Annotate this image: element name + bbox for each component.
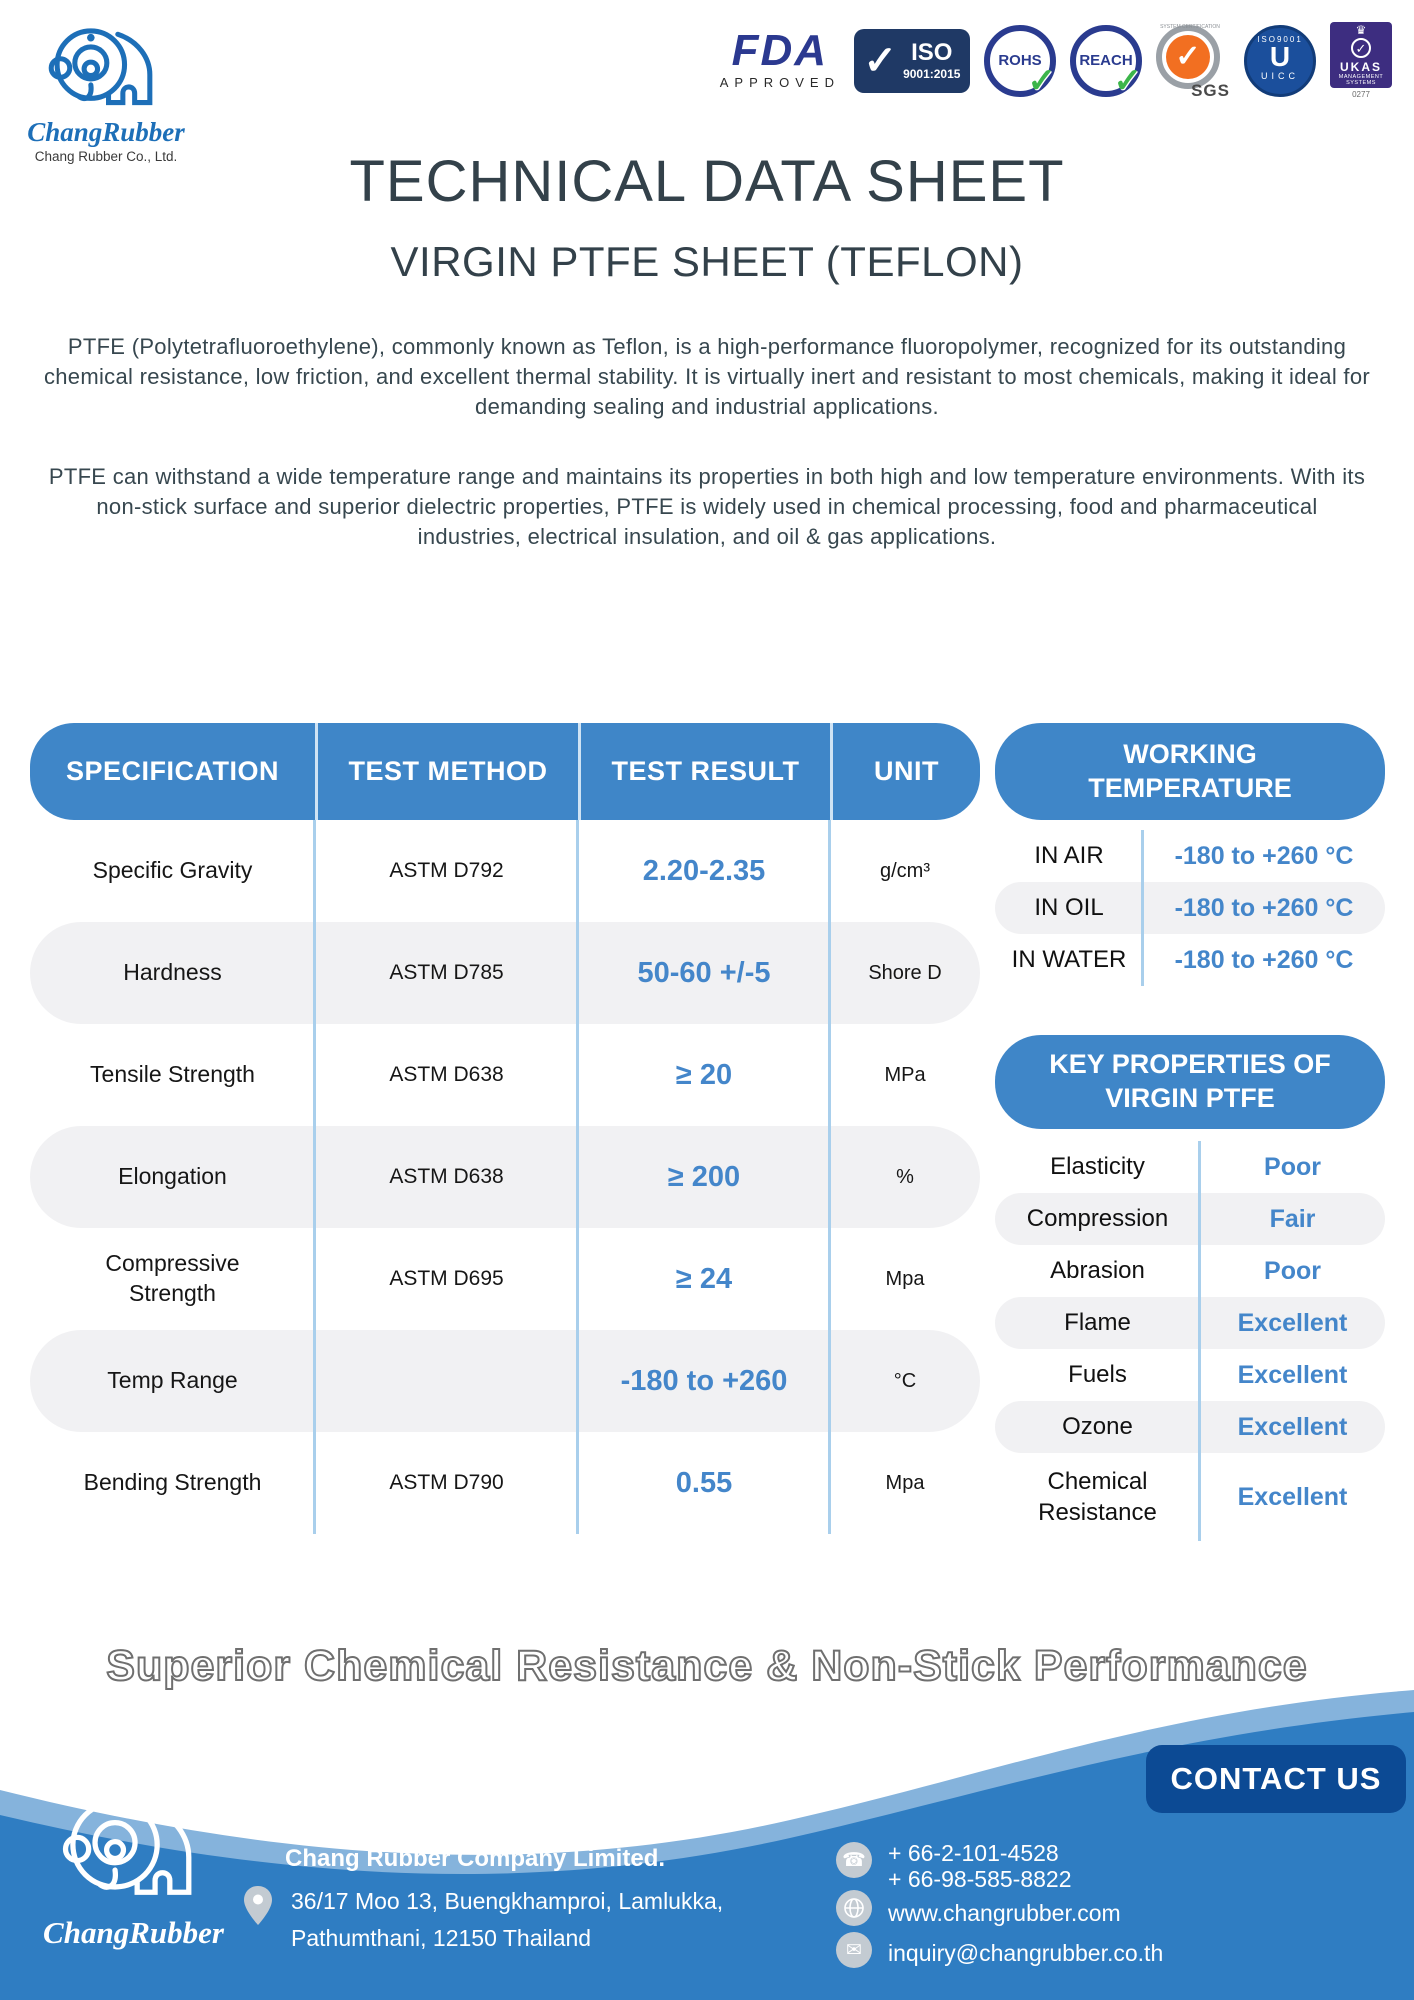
intro-section [0,332,1414,591]
kp-value: Excellent [1237,1412,1348,1441]
spec-name: Specific Gravity [92,857,253,884]
table-row [30,1228,980,1330]
spec-table-header [30,723,980,820]
test-result: 0.55 [675,1466,733,1499]
kp-label: Abrasion [1050,1257,1145,1285]
kp-label: Fuels [1068,1361,1127,1389]
iso-9001-badge [854,29,970,93]
list-item [995,1141,1385,1193]
list-item [995,1193,1385,1245]
test-result: -180 to +260 [620,1364,788,1397]
company-logo [26,18,186,164]
col-header-test-method: TEST METHOD [315,723,578,820]
spec-name: Bending Strength [83,1469,262,1496]
footer-website[interactable]: www.changrubber.com [888,1900,1121,1926]
page-subtitle: VIRGIN PTFE SHEET (TEFLON) [390,238,1024,285]
spec-name: Temp Range [107,1367,238,1394]
iso-check-icon: ✓ [863,38,898,83]
brand-company-small: Chang Rubber Co., Ltd. [34,149,178,165]
brand-name: ChangRubber [27,117,185,147]
elephant-logo-icon [47,18,165,118]
wt-value: -180 to +260 °C [1174,893,1354,922]
table-row [30,820,980,922]
table-row [30,1126,980,1228]
ukas-sub2-label: SYSTEMS [1346,80,1376,86]
uicc-label: UICC [1261,71,1299,82]
sgs-badge [1156,23,1230,100]
specification-table [30,723,980,1534]
wt-value: -180 to +260 °C [1174,841,1354,870]
tagline: Superior Chemical Resistance & Non-Stick Performance [106,1642,1308,1690]
kp-value: Poor [1264,1256,1321,1285]
list-item [995,1453,1385,1541]
spec-name: Elongation [118,1163,227,1190]
test-method: ASTM D695 [389,1267,504,1290]
list-item [995,1297,1385,1349]
test-result: ≥ 200 [667,1160,741,1193]
ukas-crown-icon: ♛ [1355,23,1367,37]
contact-us-button[interactable]: CONTACT US [1146,1745,1406,1813]
ukas-badge [1330,22,1392,99]
kp-label: Elasticity [1050,1153,1145,1181]
key-properties-body [995,1141,1385,1541]
unit: Mpa [885,1471,925,1494]
rohs-check-icon: ✓ [1027,61,1056,100]
location-pin-icon [244,1886,272,1926]
test-result: 2.20-2.35 [642,854,766,887]
spec-name: Tensile Strength [90,1061,255,1088]
rohs-badge [984,25,1056,100]
spec-name: Compressive Strength [105,1250,240,1306]
test-method: ASTM D638 [389,1165,504,1188]
phone-icon: ☎ [836,1842,872,1878]
kp-label: Compression [1026,1205,1169,1233]
email-icon: ✉ [836,1932,872,1968]
list-item [995,934,1385,986]
unit: MPa [884,1063,926,1086]
iso-label: ISO [911,39,953,66]
table-row [30,1330,980,1432]
reach-check-icon: ✓ [1113,61,1142,100]
kp-value: Fair [1269,1204,1316,1233]
footer-address-line1: 36/17 Moo 13, Buengkhamproi, Lamlukka, [291,1888,724,1914]
intro-paragraph-1: PTFE (Polytetrafluoroethylene), commonly known as Teflon, is a high-performance fluoropolymer, recognized for its outstanding chemical resistance, low friction, and excellent thermal stability. It is virtually inert and resistant to most chemicals, making it ideal for demanding sealing and industrial applications. [43,334,1371,419]
table-row [30,1024,980,1126]
uicc-iso9001-badge [1244,25,1316,97]
unit: % [896,1165,914,1188]
reach-badge [1070,25,1142,100]
spec-table-body [30,820,980,1534]
test-method: ASTM D785 [389,961,504,984]
spec-name: Hardness [123,959,222,986]
key-properties-title: KEY PROPERTIES OF VIRGIN PTFE [995,1035,1385,1129]
sgs-label: SGS [1191,80,1230,100]
unit: Shore D [868,961,942,984]
list-item [995,1401,1385,1453]
col-header-test-result: TEST RESULT [578,723,830,820]
list-item [995,1245,1385,1297]
unit: g/cm³ [880,859,930,882]
intro-paragraph-2: PTFE can withstand a wide temperature range and maintains its properties in both high and low temperature environments. With its non-stick surface and superior dielectric properties, PTFE is widely used in chemical processing, food and pharmaceutical industries, electrical insulation, and oil & gas applications. [48,463,1366,549]
elephant-logo-icon [59,1790,209,1908]
list-item [995,882,1385,934]
ukas-code: 0277 [1352,90,1370,99]
working-temperature-panel [995,723,1385,986]
table-row [30,922,980,1024]
ukas-check-icon: ✓ [1351,38,1371,58]
kp-value: Poor [1264,1152,1321,1181]
column-separator [576,820,579,1534]
key-properties-panel [995,1035,1385,1541]
test-result: 50-60 +/-5 [637,956,771,989]
uicc-u-mark: U [1269,40,1291,72]
page-title: TECHNICAL DATA SHEET [349,149,1065,214]
globe-icon [836,1890,872,1926]
wt-label: IN WATER [1011,946,1127,973]
kp-value: Excellent [1237,1360,1348,1389]
test-result: ≥ 20 [675,1058,733,1091]
test-method: ASTM D638 [389,1063,504,1086]
certification-badges [720,22,1392,99]
unit: °C [893,1369,917,1392]
rohs-label: ROHS [998,52,1042,69]
footer-phone-2[interactable]: + 66-98-585-8822 [888,1866,1072,1892]
column-separator [313,820,316,1534]
sgs-top-label: SYSTEM CERTIFICATION [1160,23,1220,30]
wt-label: IN AIR [1034,842,1104,869]
ukas-sub1-label: MANAGEMENT [1338,74,1384,80]
uicc-iso-label: ISO9001 [1257,34,1303,44]
list-item [995,830,1385,882]
footer [0,1690,1414,2000]
test-result: ≥ 24 [675,1262,733,1295]
column-separator [828,820,831,1534]
test-method: ASTM D790 [389,1471,504,1494]
kp-value: Excellent [1237,1482,1348,1511]
wt-label: IN OIL [1034,894,1104,921]
footer-address-line2: Pathumthani, 12150 Thailand [291,1925,592,1951]
fda-label: FDA [731,26,829,76]
col-header-specification: SPECIFICATION [65,756,279,786]
kp-value: Excellent [1237,1308,1348,1337]
kp-label: Chemical Resistance [1038,1467,1157,1526]
iso-year-label: 9001:2015 [903,67,961,81]
working-temperature-title: WORKING TEMPERATURE [995,723,1385,820]
test-method: ASTM D792 [389,859,504,882]
sgs-check-icon: ✓ [1166,35,1210,79]
fda-approved-label: APPROVED [719,74,840,90]
footer-phone-1[interactable]: + 66-2-101-4528 [888,1840,1059,1866]
col-header-unit: UNIT [830,723,980,820]
unit: Mpa [885,1267,925,1290]
column-separator [1141,830,1144,986]
list-item [995,1349,1385,1401]
column-separator [1198,1141,1201,1541]
ukas-label: UKAS [1339,60,1382,74]
reach-label: REACH [1079,52,1133,69]
footer-brand-name: ChangRubber [43,1915,224,1950]
wt-value: -180 to +260 °C [1174,945,1354,974]
kp-label: Flame [1064,1309,1131,1337]
table-row [30,1432,980,1534]
footer-logo [36,1790,231,1951]
footer-company-name: Chang Rubber Company Limited. [285,1845,666,1872]
kp-label: Ozone [1062,1413,1133,1441]
fda-approved-badge [719,26,840,90]
working-temperature-body [995,830,1385,986]
footer-email[interactable]: inquiry@changrubber.co.th [888,1940,1164,1966]
